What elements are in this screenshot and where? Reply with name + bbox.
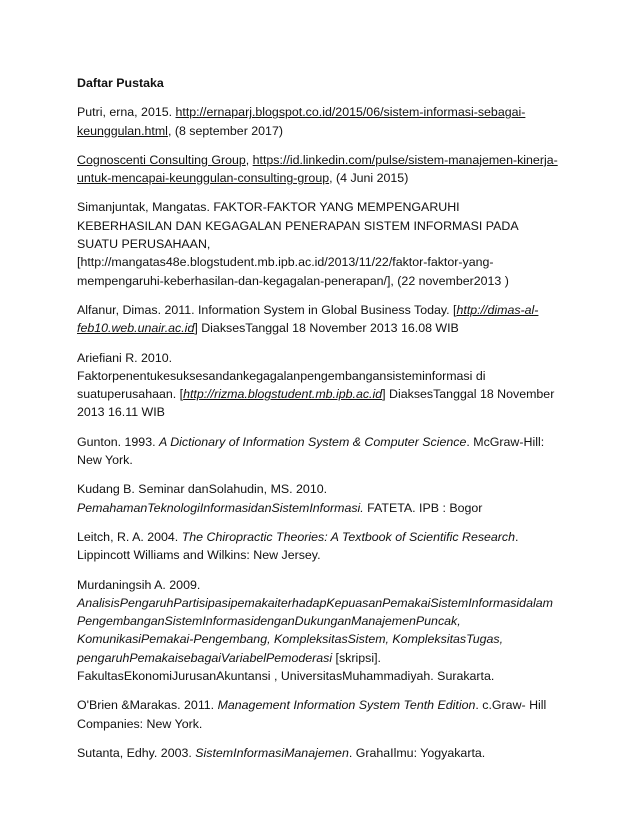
reference-text: FATETA. IPB : Bogor xyxy=(363,500,483,515)
reference-entry xyxy=(77,696,567,733)
reference-title: pengaruhPemakaisebagaiVariabelPemoderasi xyxy=(77,650,333,665)
reference-text: ] DiaksesTanggal 18 November 2013 16.08 WIB xyxy=(194,321,459,336)
reference-entry xyxy=(77,528,567,565)
bibliography-page xyxy=(77,74,567,773)
reference-link[interactable]: Cognoscenti Consulting Group xyxy=(77,152,246,167)
reference-entry xyxy=(77,103,567,140)
reference-text: . xyxy=(515,529,519,544)
reference-line: Faktorpenentukesuksesandankegagalanpengembangansisteminformasi di xyxy=(77,368,486,383)
reference-text: suatuperusahaan. [ xyxy=(77,387,184,402)
reference-text: . c.Graw- Hill xyxy=(475,698,547,713)
reference-line: 2013 16.11 WIB xyxy=(77,405,165,420)
reference-link[interactable]: feb10.web.unair.ac.id xyxy=(77,321,195,336)
reference-text: Alfanur, Dimas. 2011. Information System in Global Business Today. [ xyxy=(77,302,457,317)
reference-text: [skripsi]. xyxy=(332,650,381,665)
reference-line: Simanjuntak, Mangatas. FAKTOR-FAKTOR YANG MEMPENGARUHI xyxy=(77,200,460,215)
reference-text: Sutanta, Edhy. 2003. xyxy=(77,745,196,760)
reference-entry xyxy=(77,198,567,289)
reference-line: mempengaruhi-keberhasilan-dan-kegagalan-penerapan/], (22 november2013 ) xyxy=(77,273,509,288)
reference-title: KomunikasiPemakai-Pengembang, KompleksitasSistem, KompleksitasTugas, xyxy=(77,632,504,647)
reference-title: PemahamanTeknologiInformasidanSistemInformasi. xyxy=(77,500,364,515)
reference-entry xyxy=(77,744,567,762)
reference-text: Leitch, R. A. 2004. xyxy=(77,529,182,544)
reference-entry xyxy=(77,433,567,470)
reference-line: Ariefiani R. 2010. xyxy=(77,350,173,365)
page-title: Daftar Pustaka xyxy=(77,76,164,90)
reference-link[interactable]: http://dimas-al- xyxy=(456,302,539,317)
reference-link[interactable]: http://ernaparj.blogspot.co.id/2015/06/sistem-informasi-sebagai- xyxy=(175,105,526,120)
reference-entry xyxy=(77,576,567,686)
reference-line: KEBERHASILAN DAN KEGAGALAN PENERAPAN SISTEM INFORMASI PADA xyxy=(77,218,519,233)
reference-entry xyxy=(77,151,567,188)
reference-entry xyxy=(77,349,567,422)
reference-line: New York. xyxy=(77,453,133,468)
reference-text: , (8 september 2017) xyxy=(167,123,283,138)
reference-entry xyxy=(77,301,567,338)
reference-line: SUATU PERUSAHAAN, xyxy=(77,237,211,252)
reference-text: . McGraw-Hill: xyxy=(466,434,545,449)
reference-link[interactable]: https://id.linkedin.com/pulse/sistem-manajemen-kinerja- xyxy=(252,152,558,167)
reference-link[interactable]: untuk-mencapai-keunggulan-consulting-group xyxy=(77,171,330,186)
reference-title: Management Information System Tenth Edition xyxy=(217,698,476,713)
reference-title: The Chiropractic Theories: A Textbook of Scientific Research xyxy=(181,529,516,544)
reference-title: A Dictionary of Information System & Computer Science xyxy=(158,434,467,449)
reference-text: Putri, erna, 2015. xyxy=(77,105,176,120)
reference-text: , (4 Juni 2015) xyxy=(329,171,409,186)
reference-link[interactable]: keunggulan.html xyxy=(77,123,168,138)
reference-text: O'Brien &Marakas. 2011. xyxy=(77,698,218,713)
reference-text: Gunton. 1993. xyxy=(77,434,159,449)
reference-line: Murdaningsih A. 2009. xyxy=(77,577,201,592)
reference-line: Companies: New York. xyxy=(77,716,203,731)
reference-line: [http://mangatas48e.blogstudent.mb.ipb.ac.id/2013/11/22/faktor-faktor-yang- xyxy=(77,255,494,270)
reference-entry xyxy=(77,480,567,517)
reference-line: Kudang B. Seminar danSolahudin, MS. 2010. xyxy=(77,482,328,497)
reference-title: AnalisisPengaruhPartisipasipemakaiterhadapKepuasanPemakaiSistemInformasidalam xyxy=(77,595,553,610)
reference-line: Lippincott Williams and Wilkins: New Jersey. xyxy=(77,548,321,563)
reference-link[interactable]: http://rizma.blogstudent.mb.ipb.ac.id xyxy=(183,387,383,402)
reference-text: ] DiaksesTanggal 18 November xyxy=(382,387,555,402)
reference-title: SistemInformasiManajemen xyxy=(195,745,349,760)
reference-text: . GrahaIlmu: Yogyakarta. xyxy=(348,745,486,760)
reference-line: FakultasEkonomiJurusanAkuntansi , UniversitasMuhammadiyah. Surakarta. xyxy=(77,669,495,684)
reference-text: , xyxy=(245,152,253,167)
reference-title: PengembanganSistemInformasidenganDukunganManajemenPuncak, xyxy=(77,614,461,629)
